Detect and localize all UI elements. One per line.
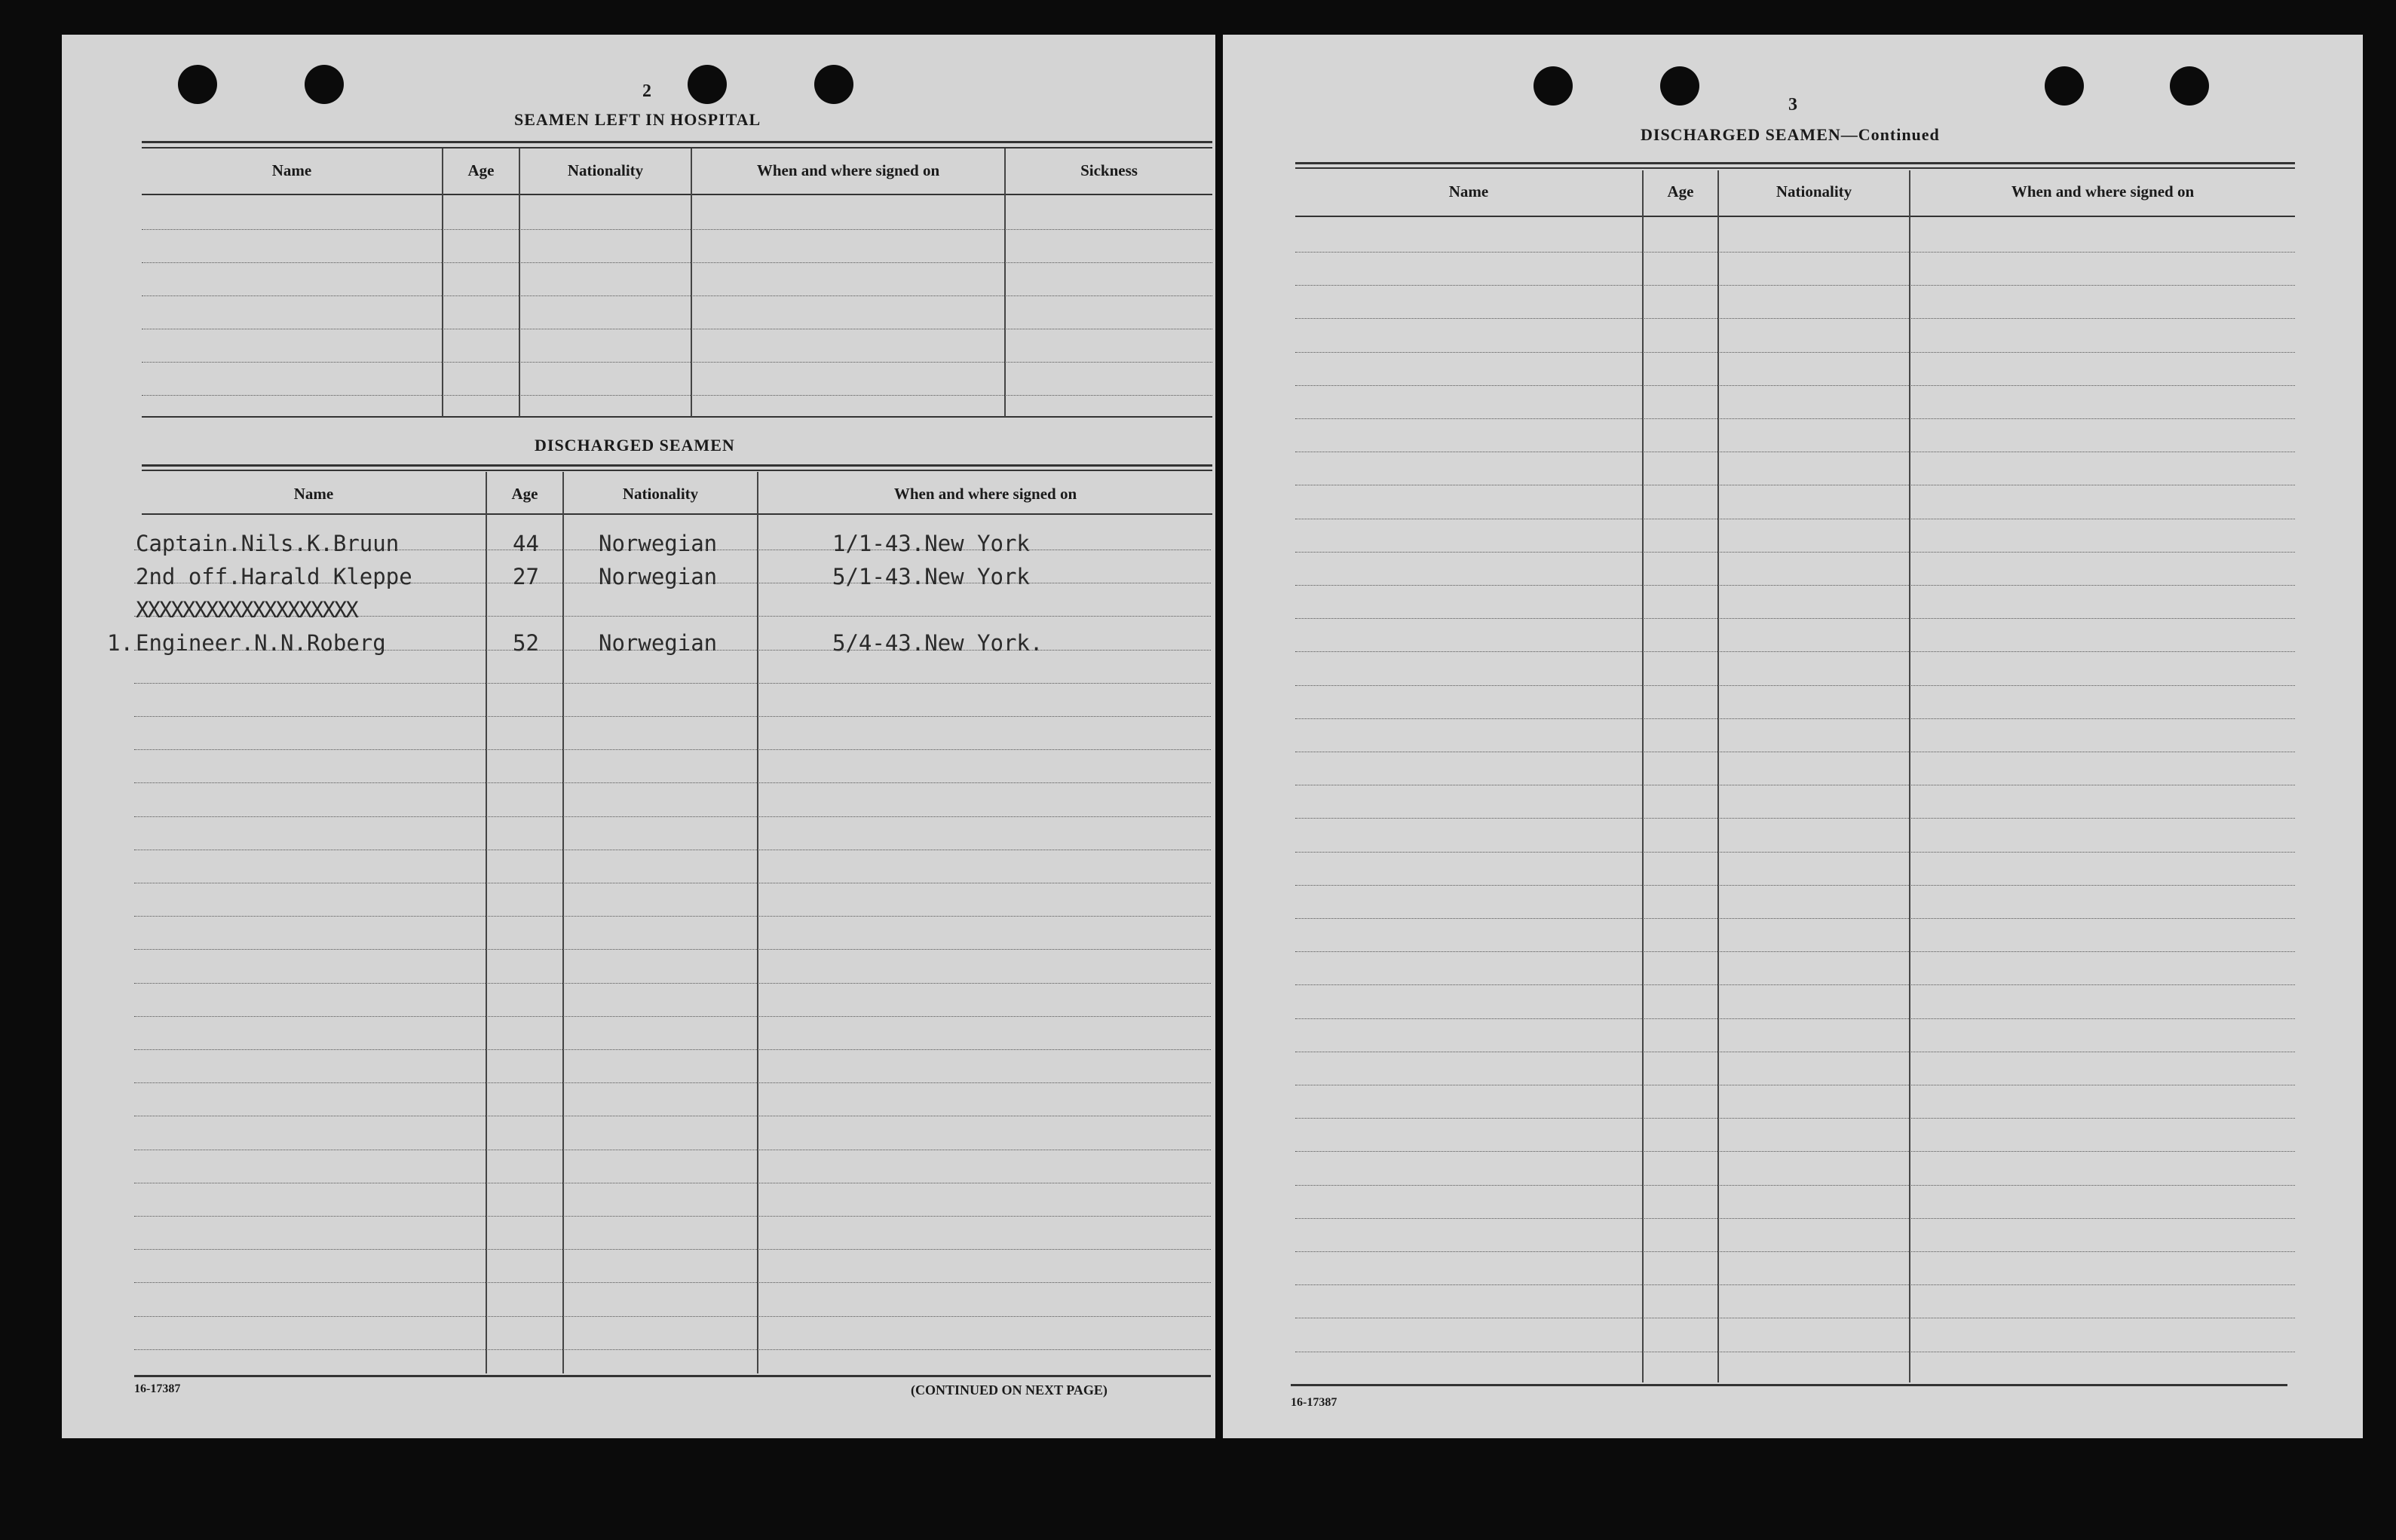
- right-page: [1223, 35, 2363, 1438]
- discharged-section-title: DISCHARGED SEAMEN: [535, 436, 735, 455]
- column-header-sickness: Sickness: [1080, 161, 1138, 179]
- ruled-line: [1295, 852, 2295, 853]
- ruled-line: [134, 916, 1211, 917]
- form-number: 16-17387: [1291, 1396, 1337, 1409]
- table-rule: [142, 470, 1212, 471]
- punch-hole: [2045, 66, 2084, 106]
- row-nationality: Norwegian: [599, 531, 718, 556]
- ruled-line: [1295, 1318, 2295, 1319]
- row-age: 52: [513, 630, 539, 656]
- ruled-line: [1295, 452, 2295, 453]
- row-age: 27: [513, 564, 539, 589]
- table-rule: [1291, 1384, 2287, 1386]
- row-name: Captain.Nils.K.Bruun: [136, 531, 400, 556]
- punch-hole: [1660, 66, 1699, 106]
- ruled-line: [1295, 1185, 2295, 1186]
- ruled-line: [1295, 418, 2295, 420]
- ruled-line: [1295, 318, 2295, 320]
- punch-hole: [305, 65, 344, 104]
- column-divider: [486, 472, 487, 1373]
- ruled-line: [1295, 1118, 2295, 1119]
- continued-section-title: DISCHARGED SEAMEN—Continued: [1641, 125, 1940, 144]
- ruled-line: [1295, 918, 2295, 920]
- ruled-line: [1295, 1352, 2295, 1353]
- table-rule: [1295, 162, 2295, 164]
- ruled-line: [1295, 618, 2295, 620]
- ruled-line: [142, 395, 1212, 396]
- ruled-line: [134, 949, 1211, 951]
- ruled-line: [1295, 519, 2295, 520]
- row-signed-on: 5/4-43.New York.: [832, 630, 1043, 656]
- ruled-line: [1295, 685, 2295, 687]
- ruled-line: [1295, 485, 2295, 486]
- row-name: Engineer.N.N.Roberg: [136, 630, 386, 656]
- ruled-line: [1295, 285, 2295, 286]
- punch-hole: [688, 65, 727, 104]
- ruled-line: [134, 1183, 1211, 1184]
- ruled-line: [134, 1282, 1211, 1284]
- row-signed-on: 1/1-43.New York: [832, 531, 1030, 556]
- ruled-line: [142, 362, 1212, 363]
- table-rule: [134, 1375, 1211, 1377]
- ruled-line: [1295, 252, 2295, 253]
- table-rule: [142, 416, 1212, 418]
- ruled-line: [134, 816, 1211, 818]
- column-divider: [1004, 148, 1006, 417]
- column-header-name: Name: [1448, 182, 1489, 201]
- struck-out-entry: XXXXXXXXXXXXXXXXXXX: [136, 597, 357, 623]
- ruled-line: [1295, 1018, 2295, 1020]
- ruled-line: [134, 883, 1211, 884]
- table-rule: [1295, 167, 2295, 169]
- ruled-line: [134, 1082, 1211, 1084]
- ruled-line: [1295, 1151, 2295, 1153]
- ruled-line: [1295, 1052, 2295, 1053]
- page-number: 2: [642, 81, 651, 101]
- ruled-line: [142, 295, 1212, 297]
- column-divider: [757, 472, 758, 1373]
- ruled-line: [1295, 651, 2295, 653]
- hospital-section-title: SEAMEN LEFT IN HOSPITAL: [514, 110, 761, 129]
- table-rule: [142, 513, 1212, 515]
- column-header-name: Name: [293, 485, 334, 503]
- ruled-line: [1295, 352, 2295, 354]
- ruled-line: [142, 229, 1212, 231]
- ruled-line: [1295, 1085, 2295, 1086]
- ruled-line: [134, 716, 1211, 718]
- punch-hole: [2170, 66, 2209, 106]
- ruled-line: [1295, 1218, 2295, 1220]
- ruled-line: [1295, 552, 2295, 553]
- row-prefix: 1.: [107, 630, 133, 656]
- ruled-line: [134, 1349, 1211, 1351]
- ruled-line: [1295, 718, 2295, 720]
- column-header-name: Name: [271, 161, 312, 179]
- ruled-line: [1295, 1251, 2295, 1253]
- ruled-line: [1295, 1284, 2295, 1286]
- ruled-line: [134, 1049, 1211, 1051]
- ruled-line: [134, 1249, 1211, 1251]
- ruled-line: [1295, 818, 2295, 819]
- column-header-signed-on: When and where signed on: [2011, 182, 2195, 201]
- column-header-nationality: Nationality: [1776, 182, 1852, 201]
- ruled-line: [134, 1216, 1211, 1217]
- ruled-line: [1295, 785, 2295, 786]
- table-rule: [142, 147, 1212, 148]
- ruled-line: [1295, 951, 2295, 953]
- ruled-line: [1295, 752, 2295, 753]
- column-divider: [442, 148, 443, 417]
- ruled-line: [134, 1316, 1211, 1318]
- punch-hole: [814, 65, 853, 104]
- column-header-age: Age: [1667, 182, 1694, 201]
- column-header-signed-on: When and where signed on: [756, 161, 940, 179]
- table-rule: [142, 141, 1212, 143]
- ruled-line: [134, 1116, 1211, 1117]
- continued-note: (CONTINUED ON NEXT PAGE): [911, 1382, 1108, 1398]
- table-rule: [142, 194, 1212, 195]
- column-divider: [562, 472, 564, 1373]
- ruled-line: [134, 782, 1211, 784]
- ruled-line: [134, 1016, 1211, 1018]
- column-header-age: Age: [511, 485, 538, 503]
- column-header-nationality: Nationality: [622, 485, 699, 503]
- row-name: 2nd off.Harald Kleppe: [136, 564, 412, 589]
- ruled-line: [142, 329, 1212, 330]
- left-page: [62, 35, 1215, 1438]
- row-nationality: Norwegian: [599, 564, 718, 589]
- ruled-line: [142, 262, 1212, 264]
- row-nationality: Norwegian: [599, 630, 718, 656]
- row-age: 44: [513, 531, 539, 556]
- ruled-line: [134, 1150, 1211, 1151]
- ruled-line: [1295, 885, 2295, 886]
- page-number: 3: [1788, 95, 1797, 115]
- ruled-line: [1295, 385, 2295, 387]
- ruled-line: [134, 983, 1211, 984]
- column-header-nationality: Nationality: [567, 161, 644, 179]
- ruled-line: [1295, 984, 2295, 986]
- ruled-line: [134, 749, 1211, 751]
- column-divider: [519, 148, 520, 417]
- column-divider: [691, 148, 692, 417]
- ruled-line: [1295, 585, 2295, 586]
- column-header-age: Age: [467, 161, 495, 179]
- row-signed-on: 5/1-43.New York: [832, 564, 1030, 589]
- table-rule: [142, 464, 1212, 467]
- table-rule: [1295, 216, 2295, 217]
- punch-hole: [1534, 66, 1573, 106]
- form-number: 16-17387: [134, 1382, 181, 1395]
- punch-hole: [178, 65, 217, 104]
- ruled-line: [134, 850, 1211, 851]
- ruled-line: [134, 683, 1211, 684]
- column-header-signed-on: When and where signed on: [893, 485, 1077, 503]
